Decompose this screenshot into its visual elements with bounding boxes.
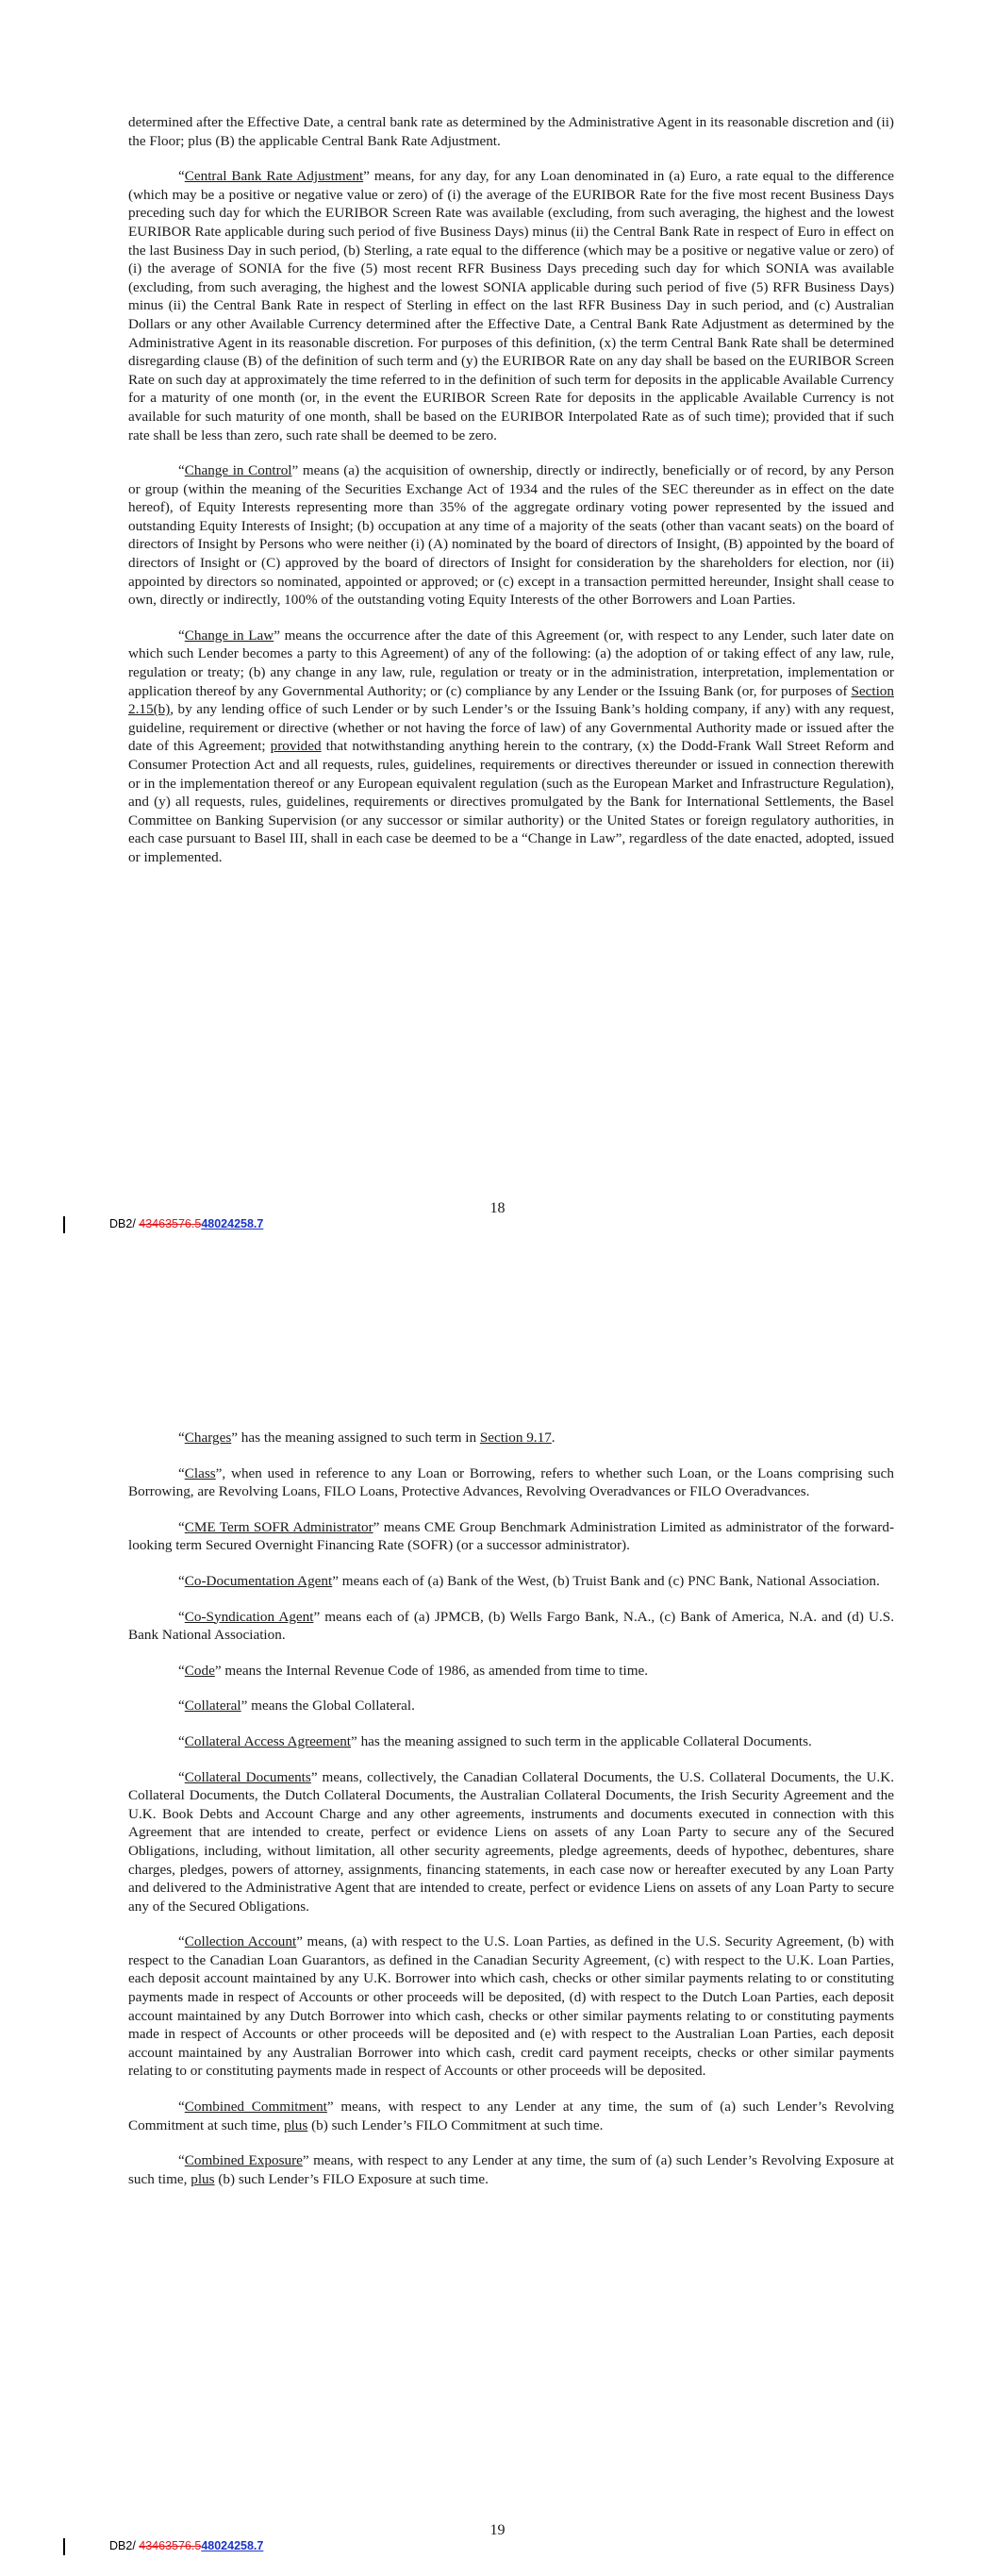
defined-term: Co-Documentation Agent bbox=[184, 1572, 333, 1589]
definition-combined-commitment: “Combined Commitment” means, with respect to any Lender at any time, the sum of (a) such Lender’s Revolving Commitment at such time, plus (b) such Lender’s FILO Commitment at such time. bbox=[128, 2099, 894, 2133]
page-number: 19 bbox=[489, 2522, 506, 2538]
defined-term: CME Term SOFR Administrator bbox=[184, 1518, 373, 1535]
definition-change-in-control: “Change in Control” means (a) the acquisition of ownership, directly or indirectly, beneficially or of record, by any Person or group (within the meaning of the Securities Exchange Act of 1934 and the rules of the SEC thereunder as in effect on the date hereof), of Equity Interests representing more than 35% of the aggregate ordinary voting power represented by the issued and outstanding Equity Interests of Insight; (b) occupation at any time of a majority of the seats (other than vacant seats) on the board of directors of Insight by Persons who were neither (i) (A) nominated by the board of directors of Insight, (B) appointed by the board of directors of Insight or (C) approved by the board of directors of Insight for consideration by the shareholders for election, nor (ii) appointed by directors so nominated, appointed or approved; or (c) except in a transaction permitted hereunder, Insight shall cease to own, directly or indirectly, 100% of the outstanding voting Equity Interests of the other Borrowers and Loan Parties. bbox=[128, 462, 894, 609]
plus-keyword: plus bbox=[191, 2170, 215, 2187]
document-page-19 bbox=[0, 1378, 995, 2576]
definition-charges: “Charges” has the meaning assigned to such term in Section 9.17. bbox=[178, 1430, 556, 1446]
defined-term: Collateral Access Agreement bbox=[184, 1732, 352, 1749]
old-document-id: 43463576.5 bbox=[139, 2539, 202, 2552]
defined-term: Central Bank Rate Adjustment bbox=[184, 168, 364, 185]
new-document-id: 48024258.7 bbox=[201, 1217, 264, 1230]
defined-term: Change in Control bbox=[184, 462, 292, 479]
defined-term: Combined Commitment bbox=[184, 2099, 327, 2116]
definition-collateral-documents: “Collateral Documents” means, collectively, the Canadian Collateral Documents, the U.S. Collateral Documents, the U.K. Collateral Documents, the Dutch Collateral Documents, the Australian Collateral Documents, the Irish Security Agreement and the U.K. Book Debts and Account Charge and any other agreements, instruments and documents executed in connection with this Agreement that are intended to create, perfect or evidence Liens on assets of any Loan Party to secure any of the Secured Obligations, including, without limitation, all other security agreements, pledge agreements, deeds of hypothec, debentures, share charges, pledges, powers of attorney, assignments, financing statements, in each case now or hereafter executed by any Loan Party and delivered to the Administrative Agent that are intended to create, perfect or evidence Liens on assets of any Loan Party to secure any of the Secured Obligations. bbox=[128, 1768, 894, 1915]
definition-co-syndication-agent: “Co-Syndication Agent” means each of (a) JPMCB, (b) Wells Fargo Bank, N.A., (c) Bank of America, N.A. and (d) U.S. Bank National Association. bbox=[128, 1608, 894, 1644]
plus-keyword: plus bbox=[283, 2116, 308, 2133]
definition-central-bank-rate-adjustment: “Central Bank Rate Adjustment” means, for any day, for any Loan denominated in (a) Euro, a rate equal to the difference (which may be a positive or negative value or zero) of (i) the average of the EURIBOR Rate for the five most recent Business Days preceding such day for which the EURIBOR Screen Rate was available (excluding, from such averaging, the highest and the lowest EURIBOR Rate applicable during such period of five Business Days) minus (ii) the Central Bank Rate in respect of Euro in effect on the last Business Day in such period, (b) Sterling, a rate equal to the difference (which may be a positive or negative value or zero) of (i) the average of SONIA for the five (5) most recent RFR Business Days preceding such day for which SONIA was available (excluding, from such averaging, the highest and the lowest SONIA applicable during such period of five (5) RFR Business Days) minus (ii) the Central Bank Rate in respect of Sterling in effect on the last RFR Business Day in such period, and (c) Australian Dollars or any other Available Currency determined after the Effective Date, a Central Bank Rate Adjustment as determined by the Administrative Agent in its reasonable discretion. For purposes of this definition, (x) the term Central Bank Rate shall be determined disregarding clause (B) of the definition of such term and (y) the EURIBOR Rate on any day shall be based on the EURIBOR Screen Rate on such day at approximately the time referred to in the definition of such term for deposits in the applicable Available Currency for a maturity of one month (or, in the event the EURIBOR Screen Rate for deposits in the applicable Available Currency is not available for such maturity of one month, shall be based on the EURIBOR Interpolated Rate as of such time); provided that if such rate shall be less than zero, such rate shall be deemed to be zero. bbox=[128, 168, 894, 443]
change-bar bbox=[63, 2538, 65, 2555]
defined-term: Change in Law bbox=[184, 627, 274, 644]
continuation-paragraph: determined after the Effective Date, a central bank rate as determined by the Administrative Agent in its reasonable discretion and (ii) the Floor; plus (B) the applicable Central Bank Rate Adjustment. bbox=[128, 114, 894, 149]
section-reference: Section 9.17 bbox=[479, 1430, 552, 1446]
definition-collection-account: “Collection Account” means, (a) with respect to the U.S. Loan Parties, as defined in the U.S. Security Agreement, (b) with respect to the Canadian Loan Guarantors, as defined in the Canadian Security Agreement, (c) with respect to the U.K. Loan Parties, each deposit account maintained by any U.K. Borrower into which cash, checks or other similar payments relating to or constituting payments made in respect of Accounts or other proceeds will be deposited, (d) with respect to the Dutch Loan Parties, each deposit account maintained by any Dutch Borrower into which cash, checks or other similar payments relating to or constituting payments made in respect of Accounts or other proceeds will be deposited and (e) with respect to the Australian Loan Parties, each deposit account maintained by any Australian Borrower into which cash, credit card payment receipts, checks or other similar payments relating to or constituting payments made in respect of Accounts or other proceeds will be deposited. bbox=[128, 1933, 895, 2080]
document-id: DB2/ 43463576.548024258.7 bbox=[109, 2539, 264, 2552]
defined-term: Class bbox=[184, 1464, 216, 1481]
proviso-keyword: provided bbox=[270, 738, 322, 755]
defined-term: Co-Syndication Agent bbox=[184, 1608, 314, 1625]
definition-change-in-law: “Change in Law” means the occurrence after the date of this Agreement (or, with respect to any Lender, such later date on which such Lender becomes a party to this Agreement) of any of the following: (a) the adoption of or taking effect of any law, rule, regulation or treaty; (b) any change in any law, rule, regulation or treaty or in the administration, interpretation, implementation or application thereof by any Governmental Authority; or (c) compliance by any Lender or the Issuing Bank (or, for purposes of Section 2.15(b), by any lending office of such Lender or by such Lender’s or the Issuing Bank’s holding company, if any) with any request, guideline, requirement or directive (whether or not having the force of law) of any Governmental Authority made or issued after the date of this Agreement; provided that notwithstanding anything herein to the contrary, (x) the Dodd-Frank Wall Street Reform and Consumer Protection Act and all requests, rules, guidelines, requirements or directives thereunder or issued in connection therewith or in the implementation thereof or any European equivalent regulation (such as the European Market and Infrastructure Regulation), and (y) all requests, rules, guidelines, requirements or directives promulgated by the Bank for International Settlements, the Basel Committee on Banking Supervision (or any successor or similar authority) or the United States or foreign regulatory authorities, in each case pursuant to Basel III, shall in each case be deemed to be a “Change in Law”, regardless of the date enacted, adopted, issued or implemented. bbox=[128, 627, 894, 865]
defined-term: Charges bbox=[184, 1430, 232, 1446]
page-body bbox=[128, 113, 894, 884]
new-document-id: 48024258.7 bbox=[201, 2539, 264, 2552]
definition-collateral: “Collateral” means the Global Collateral. bbox=[178, 1698, 415, 1715]
defined-term: Collection Account bbox=[184, 1933, 297, 1950]
defined-term: Collateral bbox=[184, 1698, 241, 1715]
defined-term: Collateral Documents bbox=[184, 1768, 311, 1785]
change-bar bbox=[63, 1216, 65, 1233]
defined-term: Combined Exposure bbox=[184, 2152, 303, 2169]
document-id: DB2/ 43463576.548024258.7 bbox=[109, 1217, 264, 1230]
definition-code: “Code” means the Internal Revenue Code of 1986, as amended from time to time. bbox=[178, 1662, 649, 1679]
defined-term: Code bbox=[184, 1662, 215, 1679]
page-body bbox=[128, 1429, 894, 2205]
definition-collateral-access-agreement: “Collateral Access Agreement” has the meaning assigned to such term in the applicable Collateral Documents. bbox=[178, 1732, 812, 1749]
definition-class: “Class”, when used in reference to any Loan or Borrowing, refers to whether such Loan, or the Loans comprising such Borrowing, are Revolving Loans, FILO Loans, Protective Advances, Revolving Overadvances or FILO Overadvances. bbox=[128, 1464, 894, 1500]
document-page-18 bbox=[0, 0, 995, 1255]
definition-cme-term-sofr-administrator: “CME Term SOFR Administrator” means CME Group Benchmark Administration Limited as administrator of the forward-looking term Secured Overnight Financing Rate (SOFR) (or a successor administrator). bbox=[128, 1518, 895, 1554]
page-number: 18 bbox=[489, 1200, 506, 1216]
section-reference: Section 2.15(b) bbox=[128, 682, 894, 718]
definition-co-documentation-agent: “Co-Documentation Agent” means each of (a) Bank of the West, (b) Truist Bank and (c) PNC Bank, National Association. bbox=[178, 1572, 880, 1589]
old-document-id: 43463576.5 bbox=[139, 1217, 202, 1230]
definition-combined-exposure: “Combined Exposure” means, with respect to any Lender at any time, the sum of (a) such Lender’s Revolving Exposure at such time, plus (b) such Lender’s FILO Exposure at such time. bbox=[128, 2152, 894, 2187]
